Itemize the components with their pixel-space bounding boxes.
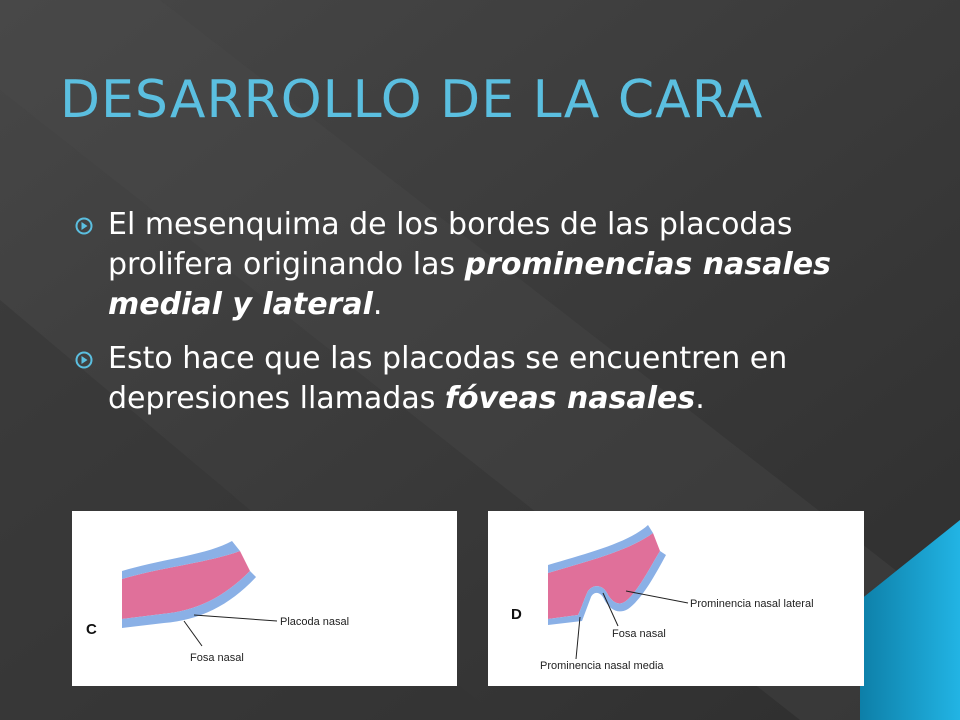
bullet-text-end: . bbox=[372, 287, 383, 322]
placoda-leader-line bbox=[194, 615, 277, 621]
figure-c-panel bbox=[72, 511, 457, 686]
fosa-leader-line bbox=[184, 621, 202, 646]
bullet-list bbox=[75, 205, 875, 433]
prominencia-nasal-lateral-label: Prominencia nasal lateral bbox=[690, 598, 814, 610]
figure-c-diagram bbox=[72, 511, 457, 686]
bullet-text: El mesenquima de los bordes de las placodas prolifera originando las bbox=[108, 207, 793, 282]
figure-c-letter: C bbox=[86, 621, 97, 638]
slide-title: DESARROLLO DE LA CARA bbox=[60, 70, 764, 130]
circle-arrow-bullet-icon bbox=[75, 351, 93, 369]
fosa-nasal-label-c: Fosa nasal bbox=[190, 652, 244, 664]
figure-d-diagram bbox=[488, 511, 864, 686]
placoda-nasal-label: Placoda nasal bbox=[280, 616, 350, 628]
figure-d-letter: D bbox=[511, 606, 522, 623]
bullet-item bbox=[75, 205, 875, 325]
mesenchyme-region bbox=[548, 533, 660, 619]
bullet-text-end: . bbox=[695, 381, 705, 416]
prominencia-nasal-media-label: Prominencia nasal media bbox=[540, 660, 664, 672]
circle-arrow-bullet-icon bbox=[75, 217, 93, 235]
bullet-item bbox=[75, 339, 875, 419]
figure-d-panel bbox=[488, 511, 864, 686]
bullet-emphasis: fóveas nasales bbox=[444, 381, 696, 416]
media-leader-line bbox=[576, 617, 580, 659]
fosa-nasal-label-d: Fosa nasal bbox=[612, 628, 666, 640]
bullet-text: Esto hace que las placodas se encuentren en depresiones llamadas bbox=[108, 341, 788, 416]
bullet-emphasis: prominencias nasales medial y lateral bbox=[108, 247, 831, 322]
